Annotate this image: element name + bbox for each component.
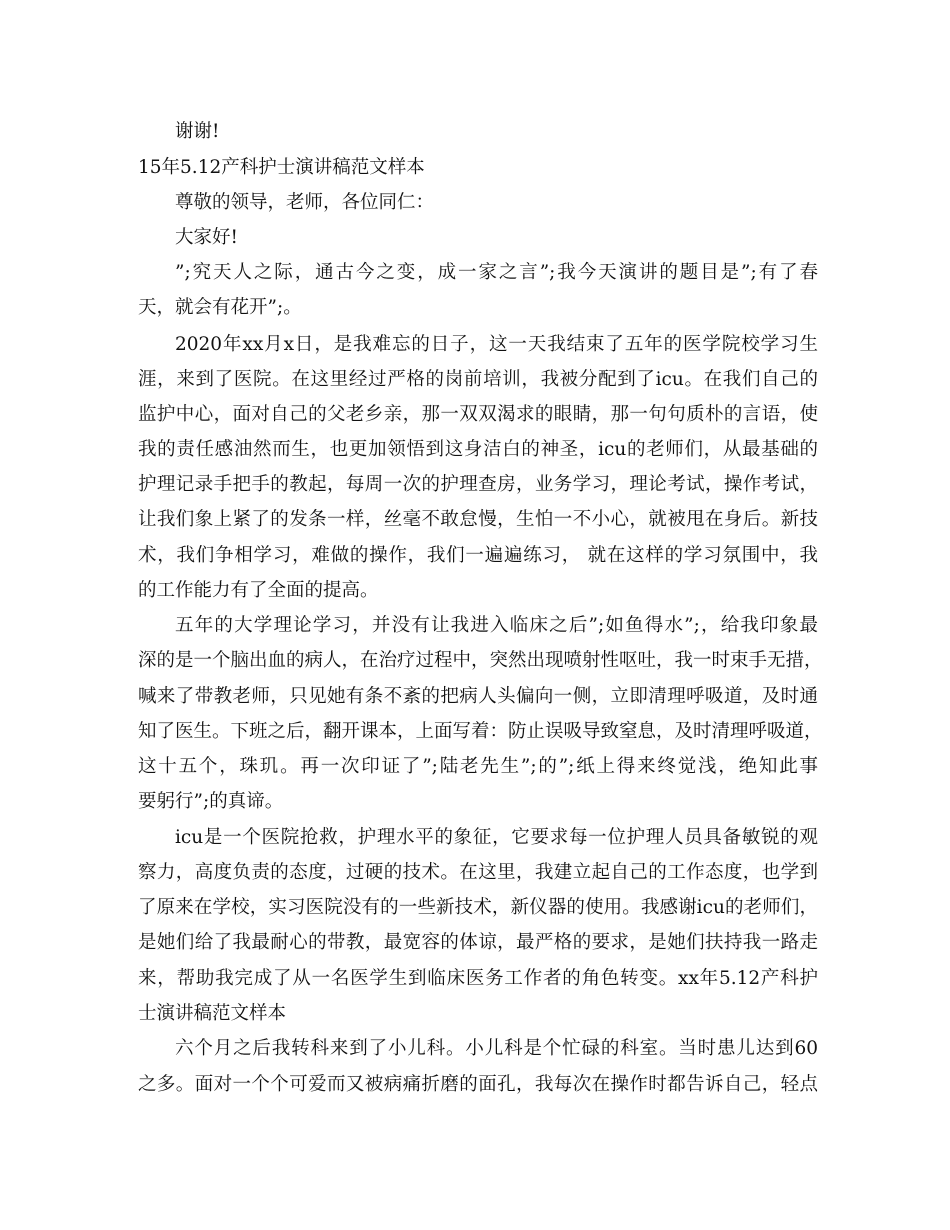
paragraph-line: 天，就会有花开”;。 <box>138 297 302 318</box>
paragraph-line: icu是一个医院抢救，护理水平的象征，它要求每一位护理人员具备敏锐的观 <box>175 827 818 848</box>
paragraph-line: 是她们给了我最耐心的带教，最宽容的体谅，最严格的要求，是她们扶持我一路走 <box>138 932 818 953</box>
paragraph-line: 士演讲稿范文样本 <box>138 1003 287 1024</box>
salutation: 尊敬的领导，老师，各位同仁： <box>175 192 435 213</box>
paragraph-line: 术，我们争相学习，难做的操作，我们一遍遍练习， 就在这样的学习氛围中，我 <box>138 545 818 566</box>
paragraph-line: 之多。面对一个个可爱而又被病痛折磨的面孔，我每次在操作时都告诉自己，轻点 <box>138 1074 818 1095</box>
paragraph-line: 2020年xx月x日，是我难忘的日子，这一天我结束了五年的医学院校学习生 <box>175 334 818 355</box>
paragraph-line: 喊来了带教老师，只见她有条不紊的把病人头偏向一侧，立即清理呼吸道，及时通 <box>138 686 818 707</box>
paragraph-line: 这十五个，珠玑。再一次印证了”;陆老先生”;的”;纸上得来终觉浅，绝知此事 <box>138 756 818 777</box>
paragraph-line: 让我们象上紧了的发条一样，丝毫不敢怠慢，生怕一不小心，就被甩在身后。新技 <box>138 509 818 530</box>
paragraph-line: 知了医生。下班之后，翻开课本，上面写着：防止误吸导致窒息，及时清理呼吸道， <box>138 721 823 742</box>
paragraph-line: 我的责任感油然而生，也更加领悟到这身洁白的神圣，icu的老师们，从最基础的 <box>138 439 818 460</box>
paragraph-line: 要躬行”;的真谛。 <box>138 791 284 812</box>
paragraph-line: 了原来在学校，实习医院没有的一些新技术，新仪器的使用。我感谢icu的老师们， <box>138 897 818 918</box>
paragraph-line: 六个月之后我转科来到了小儿科。小儿科是个忙碌的科室。当时患儿达到60 <box>175 1038 818 1059</box>
greeting: 大家好! <box>175 227 238 248</box>
paragraph-line: 的工作能力有了全面的提高。 <box>138 580 379 601</box>
paragraph-line: 涯，来到了医院。在这里经过严格的岗前培训，我被分配到了icu。在我们自己的 <box>138 369 818 390</box>
paragraph-line: 监护中心，面对自己的父老乡亲，那一双双渴求的眼睛，那一句句质朴的言语，使 <box>138 404 818 425</box>
paragraph-line: ”;究天人之际，通古今之变，成一家之言”;我今天演讲的题目是”;有了春 <box>175 262 818 283</box>
paragraph-line: 护理记录手把手的教起，每周一次的护理查房，业务学习，理论考试，操作考试， <box>138 474 818 495</box>
paragraph-line: 五年的大学理论学习，并没有让我进入临床之后”;如鱼得水”;，给我印象最 <box>175 615 818 636</box>
paragraph-line: 来，帮助我完成了从一名医学生到临床医务工作者的角色转变。xx年5.12产科护 <box>138 968 818 989</box>
document-title: 15年5.12产科护士演讲稿范文样本 <box>138 157 425 178</box>
paragraph-line: 深的是一个脑出血的病人，在治疗过程中，突然出现喷射性呕吐，我一时束手无措， <box>138 650 823 671</box>
closing-line: 谢谢! <box>175 121 220 142</box>
paragraph-line: 察力，高度负责的态度，过硬的技术。在这里，我建立起自己的工作态度，也学到 <box>138 862 818 883</box>
